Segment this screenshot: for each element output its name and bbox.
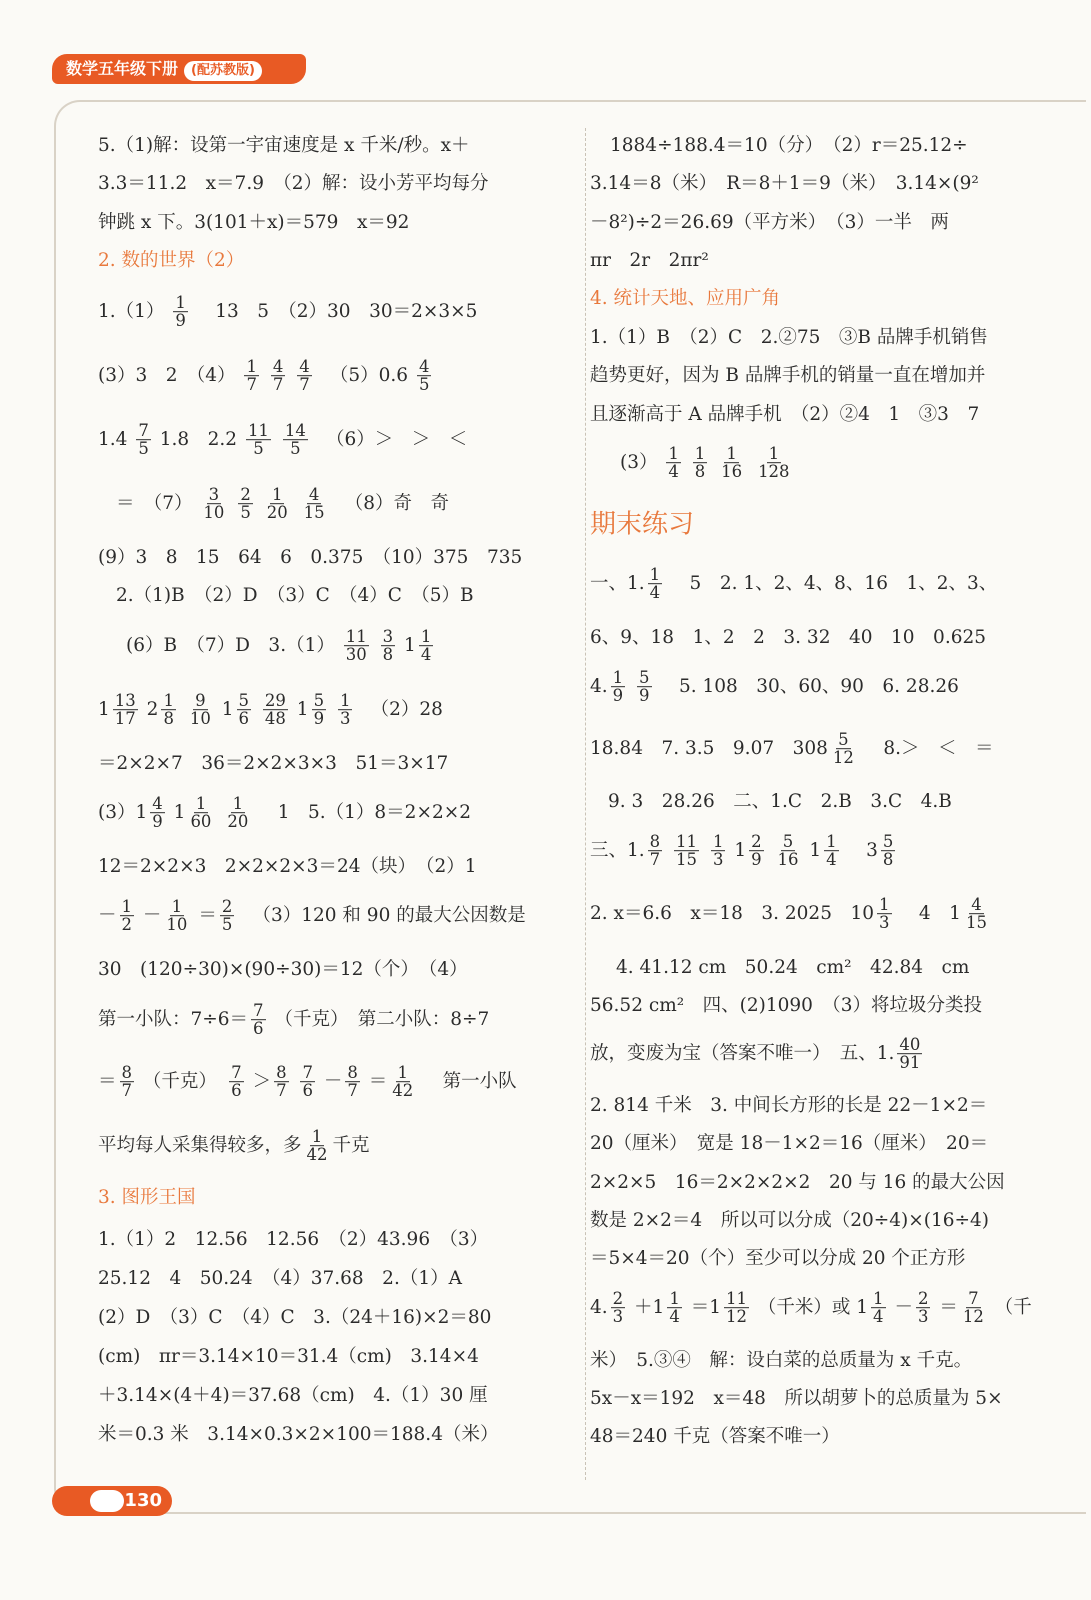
fraction: $\frac{1}{4}$ <box>669 1289 680 1327</box>
book-title: 数学五年级下册 <box>66 59 179 78</box>
answer-line: πr 2r 2πr² <box>590 250 709 271</box>
section-heading: 3. 图形王国 <box>98 1187 196 1208</box>
fraction: $\frac{1}{60}$ <box>190 794 212 832</box>
answer-line: 4. 41.12 cm 50.24 cm² 42.84 cm <box>616 957 970 978</box>
final-practice-title: 期末练习 <box>590 509 695 540</box>
answer-line: 放，变废为宝（答案不唯一） 五、1. $\frac{40}{91}$ <box>590 1035 921 1073</box>
answer-line: 3.3＝11.2 x＝7.9 （2）解：设小芳平均每分 <box>98 173 489 194</box>
answer-line: － $\frac{1}{2}$ － $\frac{1}{10}$ ＝ $\frac{2}{5}$ （3）120 和 90 的最大公因数是 <box>98 897 526 935</box>
fraction: $\frac{11}{15}$ <box>676 832 698 870</box>
fraction: $\frac{1}{42}$ <box>392 1063 414 1101</box>
answer-line: 数是 2×2＝4 所以可以分成（20÷4)×(16÷4) <box>590 1210 989 1231</box>
fraction: $\frac{9}{10}$ <box>189 691 211 729</box>
answer-line: ＝2×2×7 36＝2×2×3×3 51＝3×17 <box>98 753 449 774</box>
fraction: $\frac{40}{91}$ <box>899 1035 921 1073</box>
answer-line: 30 (120÷30)×(90÷30)＝12（个） （4） <box>98 959 468 980</box>
answer-line: (2）D （3）C （4）C 3.（24＋16)×2＝80 <box>98 1307 492 1328</box>
answer-line: 2×2×5 16＝2×2×2×2 20 与 16 的最大公因 <box>590 1172 1005 1193</box>
answer-line: (9）3 8 15 64 6 0.375 （10）375 735 <box>98 547 523 568</box>
fraction: $\frac{7}{6}$ <box>231 1063 242 1101</box>
book-edition: (配苏教版) <box>184 61 262 81</box>
answer-line: 1 $\frac{13}{17}$ 2 $\frac{1}{8}$ $\frac{9}{10}$ 1 $\frac{5}{6}$ $\frac{29}{48}$ 1 $\frac{5}{9}$ $\frac{1}{3}$ （2）28 <box>98 691 443 729</box>
answer-line: 2.（1)B （2）D （3）C （4）C （5）B <box>116 585 474 606</box>
answer-line: 6、9、18 1、2 2 3. 32 40 10 0.625 <box>590 627 987 648</box>
fraction: $\frac{14}{5}$ <box>284 421 306 459</box>
answer-line: 5x－x＝192 x＝48 所以胡萝卜的总质量为 5× <box>590 1388 1003 1409</box>
fraction: $\frac{7}{6}$ <box>302 1063 313 1101</box>
fraction: $\frac{4}{15}$ <box>303 485 325 523</box>
fraction: $\frac{11}{12}$ <box>726 1289 747 1327</box>
answer-line: 1.（1） $\frac{1}{9}$ 13 5 （2）30 30＝2×3×5 <box>98 293 478 331</box>
fraction: $\frac{4}{7}$ <box>272 357 284 395</box>
fraction: $\frac{11}{30}$ <box>345 627 367 665</box>
fraction: $\frac{1}{8}$ <box>163 691 174 729</box>
fraction: $\frac{1}{9}$ <box>612 668 624 706</box>
fraction: $\frac{1}{4}$ <box>649 565 661 603</box>
fraction: $\frac{1}{3}$ <box>879 895 890 933</box>
answer-line: 1.（1）2 12.56 12.56 （2）43.96 （3） <box>98 1229 489 1250</box>
page-oval-decoration <box>90 1490 124 1512</box>
answer-line: 钟跳 x 下。3(101＋x)＝579 x＝92 <box>98 212 410 233</box>
fraction: $\frac{4}{7}$ <box>299 357 310 395</box>
answer-line: 20（厘米） 宽是 18－1×2＝16（厘米） 20＝ <box>590 1133 989 1154</box>
answer-line: 2. 814 千米 3. 中间长方形的长是 22－1×2＝ <box>590 1095 988 1116</box>
answer-line: (3） $\frac{1}{4}$ $\frac{1}{8}$ $\frac{1}{16}$ $\frac{1}{128}$ <box>620 444 790 482</box>
answer-line: (6）B （7）D 3.（1） $\frac{11}{30}$ $\frac{3}{8}$ 1 $\frac{1}{4}$ <box>126 627 432 665</box>
fraction: $\frac{5}{16}$ <box>777 832 799 870</box>
fraction: $\frac{7}{6}$ <box>253 1001 264 1039</box>
answer-line: (cm) πr＝3.14×10＝31.4（cm) 3.14×4 <box>98 1346 479 1367</box>
fraction: $\frac{1}{7}$ <box>246 357 257 395</box>
fraction: $\frac{8}{7}$ <box>347 1063 358 1101</box>
fraction: $\frac{1}{42}$ <box>306 1127 328 1165</box>
answer-line: 18.84 7. 3.5 9.07 308 $\frac{5}{12}$ 8.＞ ＜ ＝ <box>590 730 994 768</box>
answer-line: 第一小队：7÷6＝ $\frac{7}{6}$ （千克） 第二小队：8÷7 <box>98 1001 490 1039</box>
answer-line: ＝ （7） $\frac{3}{10}$ $\frac{2}{5}$ $\frac{1}{20}$ $\frac{4}{15}$ （8）奇 奇 <box>116 485 450 523</box>
answer-line: 25.12 4 50.24 （4）37.68 2.（1）A <box>98 1268 462 1289</box>
fraction: $\frac{1}{4}$ <box>826 832 837 870</box>
fraction: $\frac{7}{12}$ <box>962 1289 984 1327</box>
answer-line: 3.14＝8（米） R＝8＋1＝9（米） 3.14×(9² <box>590 173 979 194</box>
fraction: $\frac{7}{5}$ <box>138 421 149 459</box>
fraction: $\frac{2}{9}$ <box>751 832 762 870</box>
answer-line: －8²)÷2＝26.69（平方米） （3）一半 两 <box>590 212 949 233</box>
fraction: $\frac{8}{7}$ <box>276 1063 287 1101</box>
fraction: $\frac{5}{6}$ <box>238 691 250 729</box>
fraction: $\frac{1}{128}$ <box>758 444 790 482</box>
answer-line: ＝5×4＝20（个）至少可以分成 20 个正方形 <box>590 1248 966 1269</box>
answer-line: 9. 3 28.26 二、1.C 2.B 3.C 4.B <box>608 791 952 812</box>
answer-line: 1.4 $\frac{7}{5}$ 1.8 2.2 $\frac{11}{5}$ $\frac{14}{5}$ （6）＞ ＞ ＜ <box>98 421 468 459</box>
fraction: $\frac{2}{5}$ <box>240 485 251 523</box>
fraction: $\frac{2}{3}$ <box>917 1289 929 1327</box>
answer-line: (3）1 $\frac{4}{9}$ 1 $\frac{1}{60}$ $\frac{1}{20}$ 1 5.（1）8＝2×2×2 <box>98 794 471 832</box>
answer-line: 4. $\frac{1}{9}$ $\frac{5}{9}$ 5. 108 30、60、90 6. 28.26 <box>590 668 959 706</box>
fraction: $\frac{8}{7}$ <box>121 1063 133 1101</box>
fraction: $\frac{1}{4}$ <box>873 1289 884 1327</box>
fraction: $\frac{3}{10}$ <box>203 485 225 523</box>
fraction: $\frac{5}{8}$ <box>882 832 894 870</box>
section-heading: 4. 统计天地、应用广角 <box>590 288 781 309</box>
fraction: $\frac{4}{9}$ <box>152 794 163 832</box>
page-number-badge <box>52 1486 172 1516</box>
fraction: $\frac{1}{20}$ <box>227 794 249 832</box>
answer-line: 1884÷188.4＝10（分） （2）r＝25.12÷ <box>610 135 968 156</box>
answer-line: 且逐渐高于 A 品牌手机 （2）②4 1 ③3 7 <box>590 404 980 425</box>
answer-line: 平均每人采集得较多，多 $\frac{1}{42}$ 千克 <box>98 1127 370 1165</box>
answer-line: ＝ $\frac{8}{7}$ （千克） $\frac{7}{6}$ ＞ $\frac{8}{7}$ $\frac{7}{6}$ － $\frac{8}{7}$ ＝ $\frac{1}{42}$ 第一小队 <box>98 1063 517 1101</box>
fraction: $\frac{4}{15}$ <box>965 895 987 933</box>
fraction: $\frac{1}{2}$ <box>121 897 133 935</box>
answer-line: 56.52 cm² 四、(2)1090 （3）将垃圾分类投 <box>590 995 982 1016</box>
answer-line: 5.（1)解：设第一宇宙速度是 x 千米/秒。x＋ <box>98 135 470 156</box>
answer-line: 趋势更好，因为 B 品牌手机的销量一直在增加并 <box>590 365 986 386</box>
answer-line: 4. $\frac{2}{3}$ ＋1 $\frac{1}{4}$ ＝1 $\frac{11}{12}$ （千米）或 1 $\frac{1}{4}$ － $\frac{2}{3}$ ＝ $\frac{7}{12}$ （千 <box>590 1289 1032 1327</box>
answer-line: (3）3 2 （4） $\frac{1}{7}$ $\frac{4}{7}$ $\frac{4}{7}$ （5）0.6 $\frac{4}{5}$ <box>98 357 430 395</box>
answer-line: 12＝2×2×3 2×2×2×3＝24（块） （2）1 <box>98 856 477 877</box>
answer-line: 2. x＝6.6 x＝18 3. 2025 10 $\frac{1}{3}$ 4 1 $\frac{4}{15}$ <box>590 895 987 933</box>
fraction: $\frac{1}{8}$ <box>694 444 706 482</box>
fraction: $\frac{4}{5}$ <box>418 357 430 395</box>
fraction: $\frac{2}{5}$ <box>221 897 233 935</box>
fraction: $\frac{1}{3}$ <box>712 832 724 870</box>
fraction: $\frac{13}{17}$ <box>114 691 136 729</box>
book-title-badge <box>52 54 306 84</box>
page-number: 130 <box>124 1490 162 1511</box>
fraction: $\frac{5}{9}$ <box>313 691 325 729</box>
column-divider <box>585 128 586 1480</box>
answer-line: 48＝240 千克（答案不唯一） <box>590 1426 840 1447</box>
answer-line: 米） 5.③④ 解：设白菜的总质量为 x 千克。 <box>590 1350 973 1371</box>
fraction: $\frac{1}{9}$ <box>175 293 186 331</box>
answer-line: 米＝0.3 米 3.14×0.3×2×100＝188.4（米） <box>98 1424 499 1445</box>
answer-line: 1.（1）B （2）C 2.②75 ③B 品牌手机销售 <box>590 327 988 348</box>
fraction: $\frac{11}{5}$ <box>247 421 269 459</box>
answer-line: 三、1. $\frac{8}{7}$ $\frac{11}{15}$ $\frac{1}{3}$ 1 $\frac{2}{9}$ $\frac{5}{16}$ 1 $\frac{1}{4}$ 3 $\frac{5}{8}$ <box>590 832 894 870</box>
fraction: $\frac{1}{10}$ <box>166 897 188 935</box>
fraction: $\frac{1}{4}$ <box>420 627 432 665</box>
answer-line: ＋3.14×(4＋4)＝37.68（cm) 4.（1）30 厘 <box>98 1385 488 1406</box>
fraction: $\frac{5}{12}$ <box>832 730 854 768</box>
section-heading: 2. 数的世界（2） <box>98 250 245 271</box>
fraction: $\frac{2}{3}$ <box>612 1289 624 1327</box>
fraction: $\frac{1}{4}$ <box>668 444 679 482</box>
fraction: $\frac{1}{20}$ <box>266 485 288 523</box>
fraction: $\frac{1}{16}$ <box>721 444 743 482</box>
fraction: $\frac{29}{48}$ <box>264 691 286 729</box>
fraction: $\frac{1}{3}$ <box>339 691 351 729</box>
answer-line: 一、1. $\frac{1}{4}$ 5 2. 1、2、4、8、16 1、2、3、 <box>590 565 998 603</box>
fraction: $\frac{3}{8}$ <box>382 627 394 665</box>
fraction: $\frac{5}{9}$ <box>639 668 650 706</box>
fraction: $\frac{8}{7}$ <box>649 832 661 870</box>
